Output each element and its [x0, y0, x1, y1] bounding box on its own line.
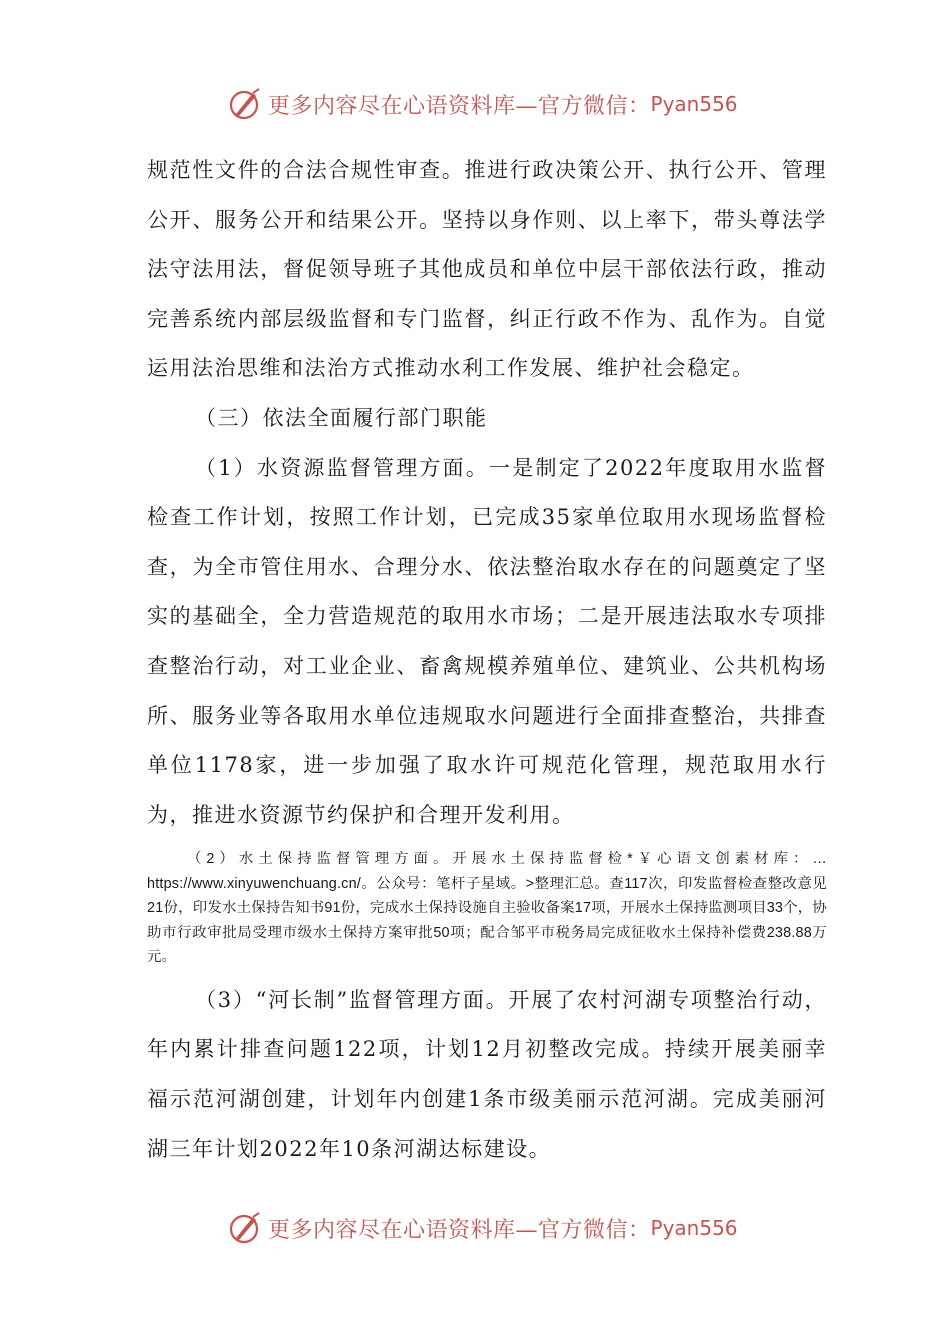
quill-logo-icon [228, 87, 262, 121]
paragraph-soil-water: （2）水土保持监督管理方面。开展水土保持监督检*￥心语文创素材库：…https://www.xinyuwenchuang.cn/。公众号：笔杆子星域。>整理汇总。查117次，印发监督检查整改意见21份，印发水土保持告知书91份，完成水土保持设施自主验收备案17项，开展水土保持监测项目33个，协助市行政审批局受理市级水土保持方案审批50项；配合邹平市税务局完成征收水土保持补偿费238.88万元。 [147, 851, 827, 966]
watermark-text: 更多内容尽在心语资料库—官方微信： [268, 1217, 651, 1243]
header-watermark [228, 84, 738, 124]
footer-watermark [228, 1208, 738, 1248]
quill-logo-icon [228, 1211, 262, 1245]
document-body [147, 146, 827, 1174]
paragraph-water-resources: （1）水资源监督管理方面。一是制定了2022年度取用水监督检查工作计划，按照工作计划，已完成35家单位取用水现场监督检查，为全市管住用水、合理分水、依法整治取水存在的问题奠定了坚实的基础全，全力营造规范的取用水市场；二是开展违法取水专项排查整治行动，对工业企业、畜禽规模养殖单位、建筑业、公共机构场所、服务业等各取用水单位违规取水问题进行全面排查整治，共排查单位1178家，进一步加强了取水许可规范化管理，规范取用水行为，推进水资源节约保护和合理开发利用。 [147, 455, 827, 827]
watermark-id: Pyan556 [650, 1216, 738, 1240]
watermark-id: Pyan556 [650, 92, 738, 116]
section-heading-duties: （三）依法全面履行部门职能 [195, 405, 488, 430]
paragraph-river-chief: （3）“河长制”监督管理方面。开展了农村河湖专项整治行动，年内累计排查问题122项，计划12月初整改完成。持续开展美丽幸福示范河湖创建，计划年内创建1条市级美丽示范河湖。完成美丽河湖三年计划2022年10条河湖达标建设。 [147, 987, 827, 1161]
watermark-text: 更多内容尽在心语资料库—官方微信： [268, 93, 651, 119]
paragraph-legal-review: 规范性文件的合法合规性审查。推进行政决策公开、执行公开、管理公开、服务公开和结果公开。坚持以身作则、以上率下，带头尊法学法守法用法，督促领导班子其他成员和单位中层干部依法行政，推动完善系统内部层级监督和专门监督，纠正行政不作为、乱作为。自觉运用法治思维和法治方式推动水利工作发展、维护社会稳定。 [147, 158, 827, 381]
